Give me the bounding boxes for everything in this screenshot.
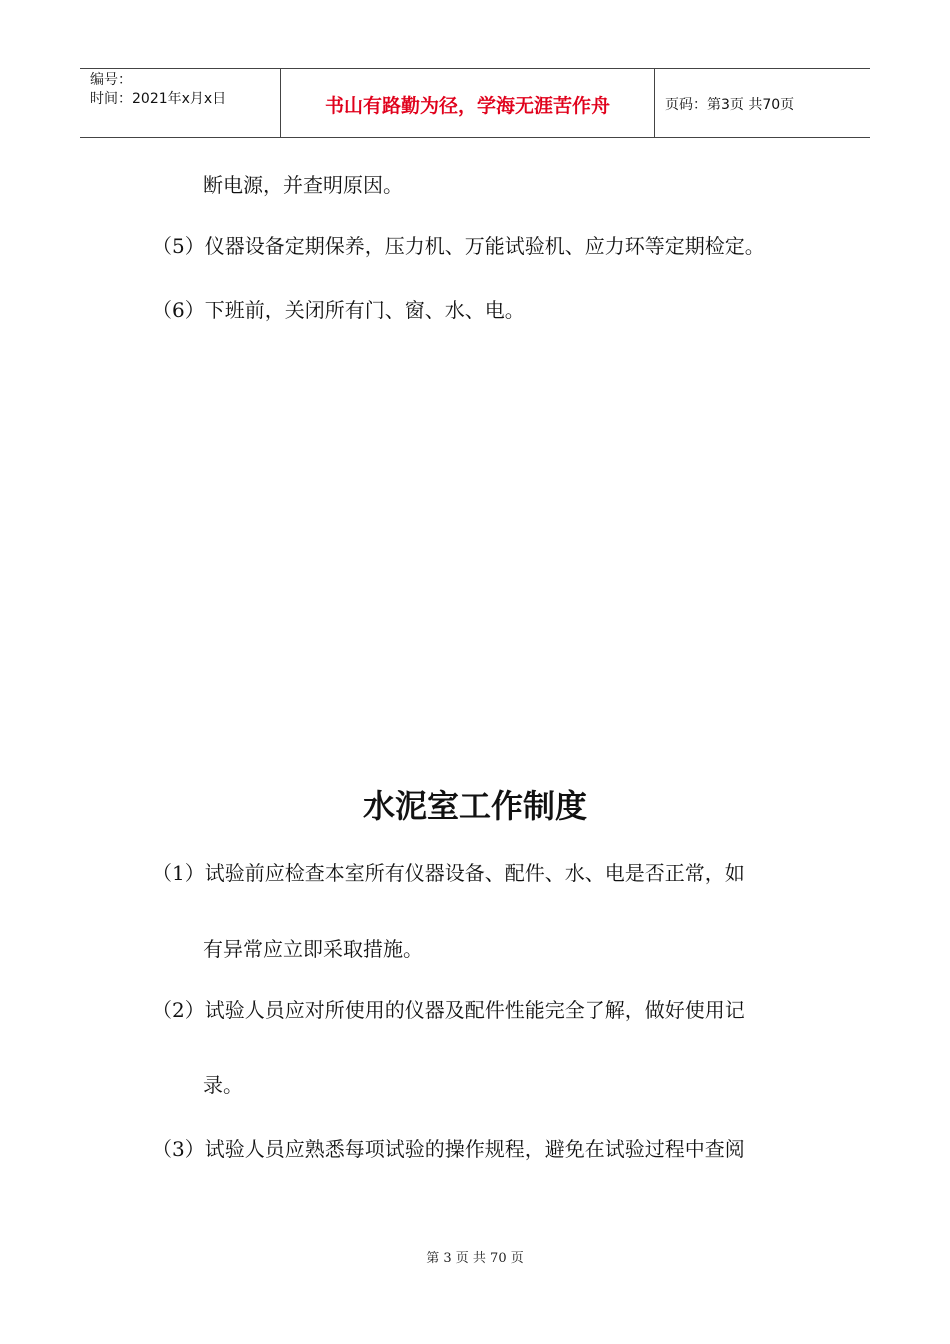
document-header [80,68,870,138]
header-page-cell [655,69,870,137]
section-title: 水泥室工作制度 [362,787,587,825]
body-line: （5）仪器设备定期保养，压力机、万能试验机、应力环等定期检定。 [152,234,765,258]
header-meta-cell [80,69,280,137]
serial-label: 编号： [90,72,132,88]
time-label: 时间：2021年x月x日 [90,91,227,107]
header-motto-cell [280,69,655,137]
section-line: （2）试验人员应对所使用的仪器及配件性能完全了解，做好使用记 [152,998,745,1022]
body-line: （6）下班前，关闭所有门、窗、水、电。 [152,298,525,322]
section-line: （1）试验前应检查本室所有仪器设备、配件、水、电是否正常，如 [152,861,745,885]
header-page-info: 页码：第3页 共70页 [665,97,795,113]
section-line: 有异常应立即采取措施。 [203,937,423,961]
header-motto: 书山有路勤为径，学海无涯苦作舟 [324,95,610,117]
body-line: 断电源，并查明原因。 [203,173,403,197]
section-line: 录。 [203,1073,243,1097]
page-footer: 第 3 页 共 70 页 [426,1251,524,1266]
section-line: （3）试验人员应熟悉每项试验的操作规程，避免在试验过程中查阅 [152,1137,745,1161]
